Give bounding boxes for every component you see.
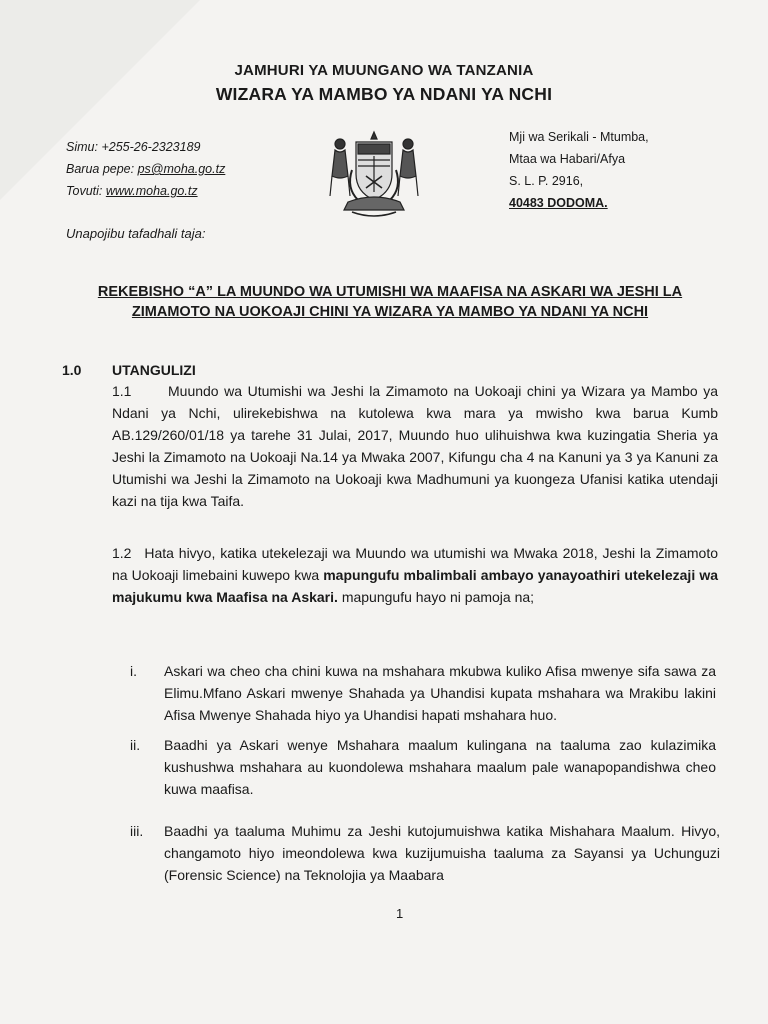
address-city: 40483 DODOMA. <box>509 196 608 210</box>
paragraph-1-2 <box>112 542 718 608</box>
list-item-text: Askari wa cheo cha chini kuwa na mshahara mkubwa kuliko Afisa mwenye sifa sawa za Elimu.Mfano Askari mwenye Shahada ya Uhandisi kupata mshahara wa Mrakibu lakini Afisa Mwenye Shahada hiyo ya Uhandisi hapati mshahara huo. <box>164 663 716 723</box>
list-item-numeral: iii. <box>130 823 144 839</box>
phone-line <box>66 136 225 158</box>
list-item-numeral: ii. <box>130 737 141 753</box>
list-item-text: Baadhi ya Askari wenye Mshahara maalum kulingana na taaluma zao kulazimika kushushwa mshahara au kuondolewa mshahara maalum pale wanapopandishwa cheo kuwa maafisa. <box>164 737 716 797</box>
section-number: 1.0 <box>62 362 82 378</box>
phone-label: Simu: <box>66 140 98 154</box>
tanzania-coat-of-arms-icon <box>322 130 426 218</box>
list-item-text: Baadhi ya taaluma Muhimu za Jeshi kutojumuishwa katika Mishahara Maalum. Hivyo, changamoto hiyo imeondolewa kwa kuzijumuisha taaluma za Sayansi ya Uchunguzi (Forensic Science) na Teknolojia ya Maabara <box>164 823 720 883</box>
email-line <box>66 158 225 180</box>
web-line <box>66 180 225 202</box>
page-number: 1 <box>396 906 404 921</box>
paragraph-number: 1.1 <box>112 383 132 399</box>
section-heading: UTANGULIZI <box>112 362 196 378</box>
email-label: Barua pepe: <box>66 162 135 176</box>
paragraph-text: Muundo wa Utumishi wa Jeshi la Zimamoto na Uokoaji chini ya Wizara ya Mambo ya Ndani ya Nchi, ulirekebishwa na kutolewa kwa mara ya mwisho kwa barua Kumb AB.129/260/01/18 ya tarehe 31 Julai, 2017, Muundo huo ulihuishwa kwa kuzingatia Sheria ya Jeshi la Zimamoto na Uokoaji Na.14 ya Mwaka 2007, Kifungu cha 4 na Kanuni ya 3 ya Kanuni za Utumishi wa Jeshi la Zimamoto na Uokoaji kwa Madhumuni ya kuongeza Ufanisi katika utendaji kazi na tija kwa Taifa. <box>112 383 718 509</box>
document-title <box>40 282 740 322</box>
ministry-heading: WIZARA YA MAMBO YA NDANI YA NCHI <box>215 84 553 104</box>
address-block <box>509 126 649 214</box>
address-line-1: Mji wa Serikali - Mtumba, <box>509 130 649 144</box>
list-item-numeral: i. <box>130 663 137 679</box>
reply-reference-note: Unapojibu tafadhali taja: <box>66 226 206 241</box>
address-line-2: Mtaa wa Habari/Afya <box>509 152 626 166</box>
email-link[interactable]: ps@moha.go.tz <box>137 162 226 176</box>
address-line-3: S. L. P. 2916, <box>509 174 584 188</box>
paragraph-1-1 <box>112 380 718 512</box>
paragraph-text: Hata hivyo, katika utekelezaji wa Muundo wa utumishi wa Mwaka 2018, Jeshi la Zimamoto na Uokoaji limebaini kuwepo kwa <box>112 545 719 583</box>
paragraph-text-end: mapungufu hayo ni pamoja na; <box>341 589 535 605</box>
contact-block <box>66 136 225 202</box>
paragraph-number: 1.2 <box>112 545 132 561</box>
web-label: Tovuti: <box>66 184 103 198</box>
web-link[interactable]: www.moha.go.tz <box>105 184 198 198</box>
republic-heading: JAMHURI YA MUUNGANO WA TANZANIA <box>234 62 534 79</box>
title-line-1: REKEBISHO “A” LA MUUNDO WA UTUMISHI WA MAAFISA NA ASKARI WA JESHI LA <box>97 284 683 300</box>
phone-value: +255-26-2323189 <box>101 140 201 154</box>
paragraph-emphasis: mapungufu mbalimbali ambayo yanayoathiri utekelezaji wa majukumu kwa Maafisa na Askari. <box>112 567 718 605</box>
title-line-2: ZIMAMOTO NA UOKOAJI CHINI YA WIZARA YA MAMBO YA NDANI YA NCHI <box>131 304 649 320</box>
